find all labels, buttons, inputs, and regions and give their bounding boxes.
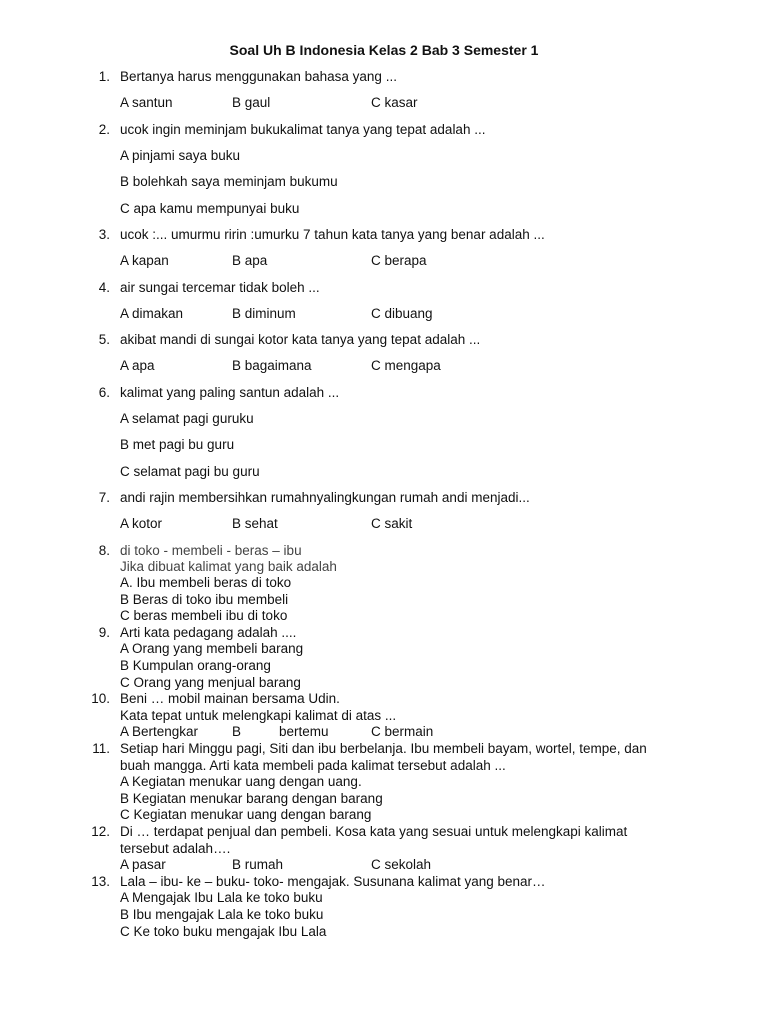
question-text: ucok :... umurmu ririn :umurku 7 tahun kata tanya yang benar adalah ... — [120, 227, 545, 242]
option: C Kegiatan menukar uang dengan barang — [120, 807, 372, 822]
option: B met pagi bu guru — [120, 437, 235, 452]
question-number: 12. — [91, 824, 110, 839]
question-number: 6. — [98, 385, 110, 400]
option: A selamat pagi guruku — [120, 411, 254, 426]
question-number: 3. — [98, 227, 110, 242]
question-text-line2: Kata tepat untuk melengkapi kalimat di atas ... — [120, 708, 397, 723]
question-text: Arti kata pedagang adalah .... — [120, 625, 297, 640]
question-number: 1. — [98, 69, 110, 84]
option: B diminum — [232, 306, 296, 321]
question-number: 7. — [98, 490, 110, 505]
option: C sakit — [371, 516, 413, 531]
question-text: akibat mandi di sungai kotor kata tanya yang tepat adalah ... — [120, 332, 481, 347]
question-text-line2: buah mangga. Arti kata membeli pada kalimat tersebut adalah ... — [120, 758, 506, 773]
option: A apa — [120, 358, 155, 373]
option: C beras membeli ibu di toko — [120, 608, 288, 623]
question-text-line2: tersebut adalah…. — [120, 841, 231, 856]
question-number: 13. — [91, 874, 110, 889]
option: B gaul — [232, 95, 271, 110]
option: A kapan — [120, 253, 169, 268]
option: C selamat pagi bu guru — [120, 464, 260, 479]
question-number: 10. — [91, 691, 110, 706]
option: C apa kamu mempunyai buku — [120, 201, 300, 216]
option: C kasar — [371, 95, 418, 110]
question-text: di toko - membeli - beras – ibu — [120, 543, 302, 558]
question-text: Di … terdapat penjual dan pembeli. Kosa kata yang sesuai untuk melengkapi kalimat — [120, 824, 628, 839]
option: C berapa — [371, 253, 427, 268]
question-text: ucok ingin meminjam bukukalimat tanya yang tepat adalah ... — [120, 122, 486, 137]
option: A Mengajak Ibu Lala ke toko buku — [120, 890, 323, 905]
question-number: 4. — [98, 280, 110, 295]
option: A kotor — [120, 516, 163, 531]
option: A. Ibu membeli beras di toko — [120, 575, 292, 590]
question-text-line2: Jika dibuat kalimat yang baik adalah — [120, 559, 337, 574]
option: A pinjami saya buku — [120, 148, 241, 163]
option: C bermain — [371, 724, 434, 739]
option: B Kegiatan menukar barang dengan barang — [120, 791, 383, 806]
option: B Beras di toko ibu membeli — [120, 592, 289, 607]
option: bertemu — [279, 724, 329, 739]
option: B bagaimana — [232, 358, 312, 373]
question-text: kalimat yang paling santun adalah ... — [120, 385, 340, 400]
question-text: air sungai tercemar tidak boleh ... — [120, 280, 320, 295]
option: B rumah — [232, 857, 284, 872]
option: A Orang yang membeli barang — [120, 641, 304, 656]
option: B bolehkah saya meminjam bukumu — [120, 174, 338, 189]
question-text: Lala – ibu- ke – buku- toko- mengajak. Susunana kalimat yang benar… — [120, 874, 546, 889]
option: C Ke toko buku mengajak Ibu Lala — [120, 924, 327, 939]
option: C sekolah — [371, 857, 432, 872]
option: B — [232, 724, 242, 739]
option: C mengapa — [371, 358, 441, 373]
option: A pasar — [120, 857, 166, 872]
question-number: 9. — [98, 625, 110, 640]
option: A santun — [120, 95, 173, 110]
question-text: Bertanya harus menggunakan bahasa yang ... — [120, 69, 397, 84]
option: B apa — [232, 253, 268, 268]
option: C Orang yang menjual barang — [120, 675, 301, 690]
question-number: 2. — [98, 122, 110, 137]
question-text: Setiap hari Minggu pagi, Siti dan ibu berbelanja. Ibu membeli bayam, wortel, tempe, dan — [120, 741, 647, 756]
option: A dimakan — [120, 306, 184, 321]
option: B sehat — [232, 516, 278, 531]
page-title: Soal Uh B Indonesia Kelas 2 Bab 3 Semester 1 — [229, 42, 539, 58]
option: B Kumpulan orang-orang — [120, 658, 271, 673]
option: A Kegiatan menukar uang dengan uang. — [120, 774, 362, 789]
question-number: 8. — [98, 543, 110, 558]
question-number: 11. — [92, 741, 110, 756]
question-text: andi rajin membersihkan rumahnyalingkungan rumah andi menjadi... — [120, 490, 530, 505]
option: B Ibu mengajak Lala ke toko buku — [120, 907, 324, 922]
option: C dibuang — [371, 306, 433, 321]
question-number: 5. — [98, 332, 110, 347]
option: A Bertengkar — [120, 724, 199, 739]
question-text: Beni … mobil mainan bersama Udin. — [120, 691, 340, 706]
